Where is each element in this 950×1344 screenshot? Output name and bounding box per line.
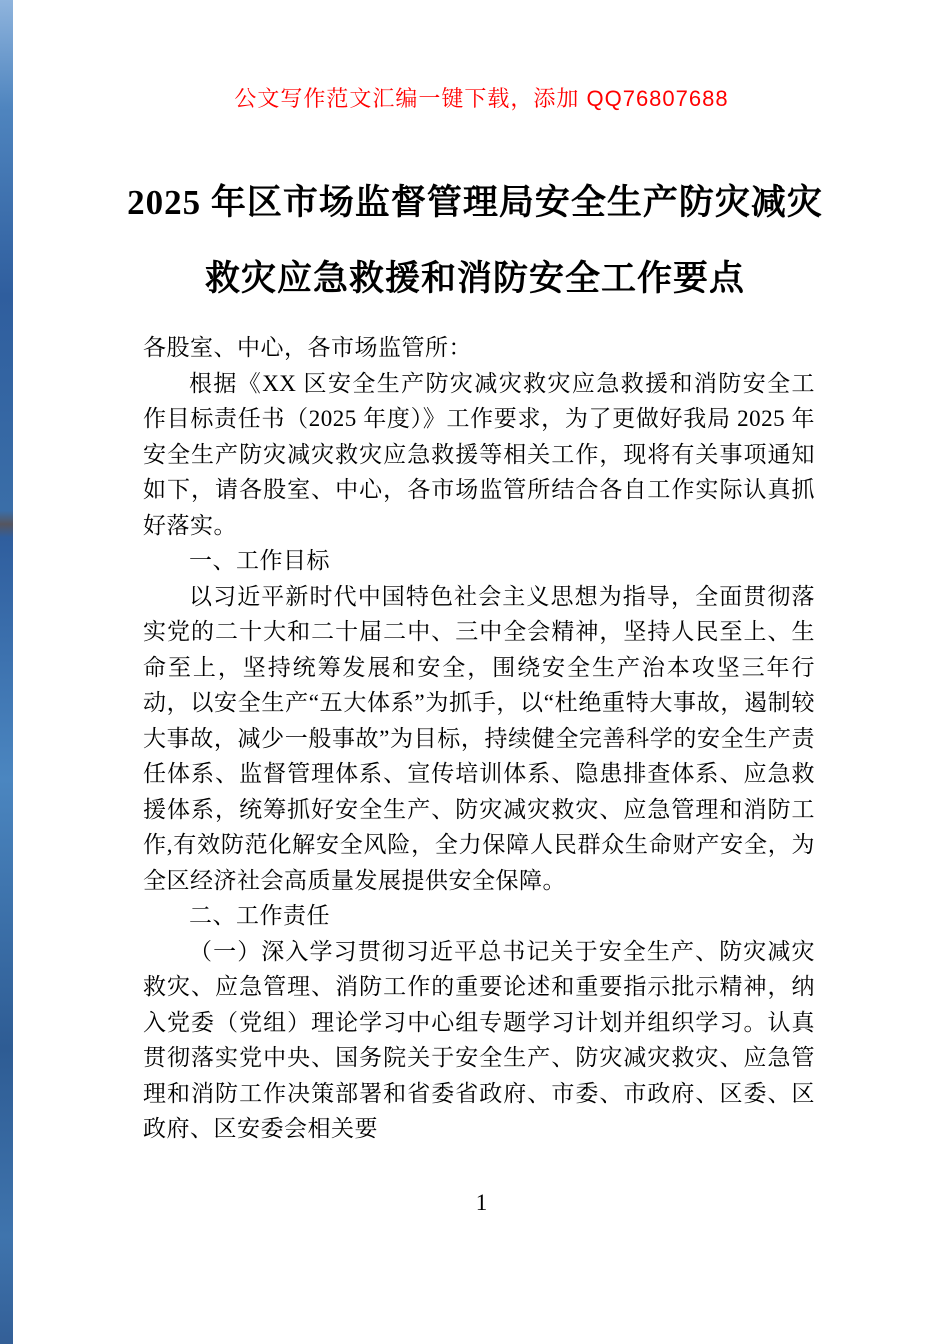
document-title: 2025 年区市场监督管理局安全生产防灾减灾救灾应急救援和消防安全工作要点: [127, 183, 823, 298]
section-heading-work-duties: 二、工作责任: [189, 903, 330, 928]
page-number: 1: [475, 1190, 488, 1215]
document-body: [143, 330, 815, 1147]
paragraph-salutation: 各股室、中心，各市场监管所：: [143, 335, 472, 360]
paragraph-work-goals-body: 以习近平新时代中国特色社会主义思想为指导，全面贯彻落实党的二十大和二十届二中、三中全会精神，坚持人民至上、生命至上，坚持统筹发展和安全，围绕安全生产治本攻坚三年行动，以安全生产“五大体系”为抓手，以“杜绝重特大事故，遏制较大事故，减少一般事故”为目标，持续健全完善科学的安全生产责任体系、监督管理体系、宣传培训体系、隐患排查体系、应急救援体系，统筹抓好安全生产、防灾减灾救灾、应急管理和消防工作,有效防范化解安全风险，全力保障人民群众生命财产安全，为全区经济社会高质量发展提供安全保障。: [143, 583, 815, 893]
left-edge-strip: [0, 0, 13, 1344]
paragraph-work-duties-item-1: （一）深入学习贯彻习近平总书记关于安全生产、防灾减灾救灾、应急管理、消防工作的重要论述和重要指示批示精神，纳入党委（党组）理论学习中心组专题学习计划并组织学习。认真贯彻落实党中央、国务院关于安全生产、防灾减灾救灾、应急管理和消防工作决策部署和省委省政府、市委、市政府、区委、区政府、区安委会相关要: [143, 938, 815, 1141]
header-promo-notice: 公文写作范文汇编一键下载，添加 QQ76807688: [234, 86, 729, 111]
paragraph-intro: 根据《XX 区安全生产防灾减灾救灾应急救援和消防安全工作目标责任书（2025 年度）》工作要求，为了更做好我局 2025 年安全生产防灾减灾救灾应急救援等相关工作，现将有关事项通知如下，请各股室、中心，各市场监管所结合各自工作实际认真抓好落实。: [143, 370, 815, 538]
section-heading-work-goals: 一、工作目标: [189, 548, 330, 573]
